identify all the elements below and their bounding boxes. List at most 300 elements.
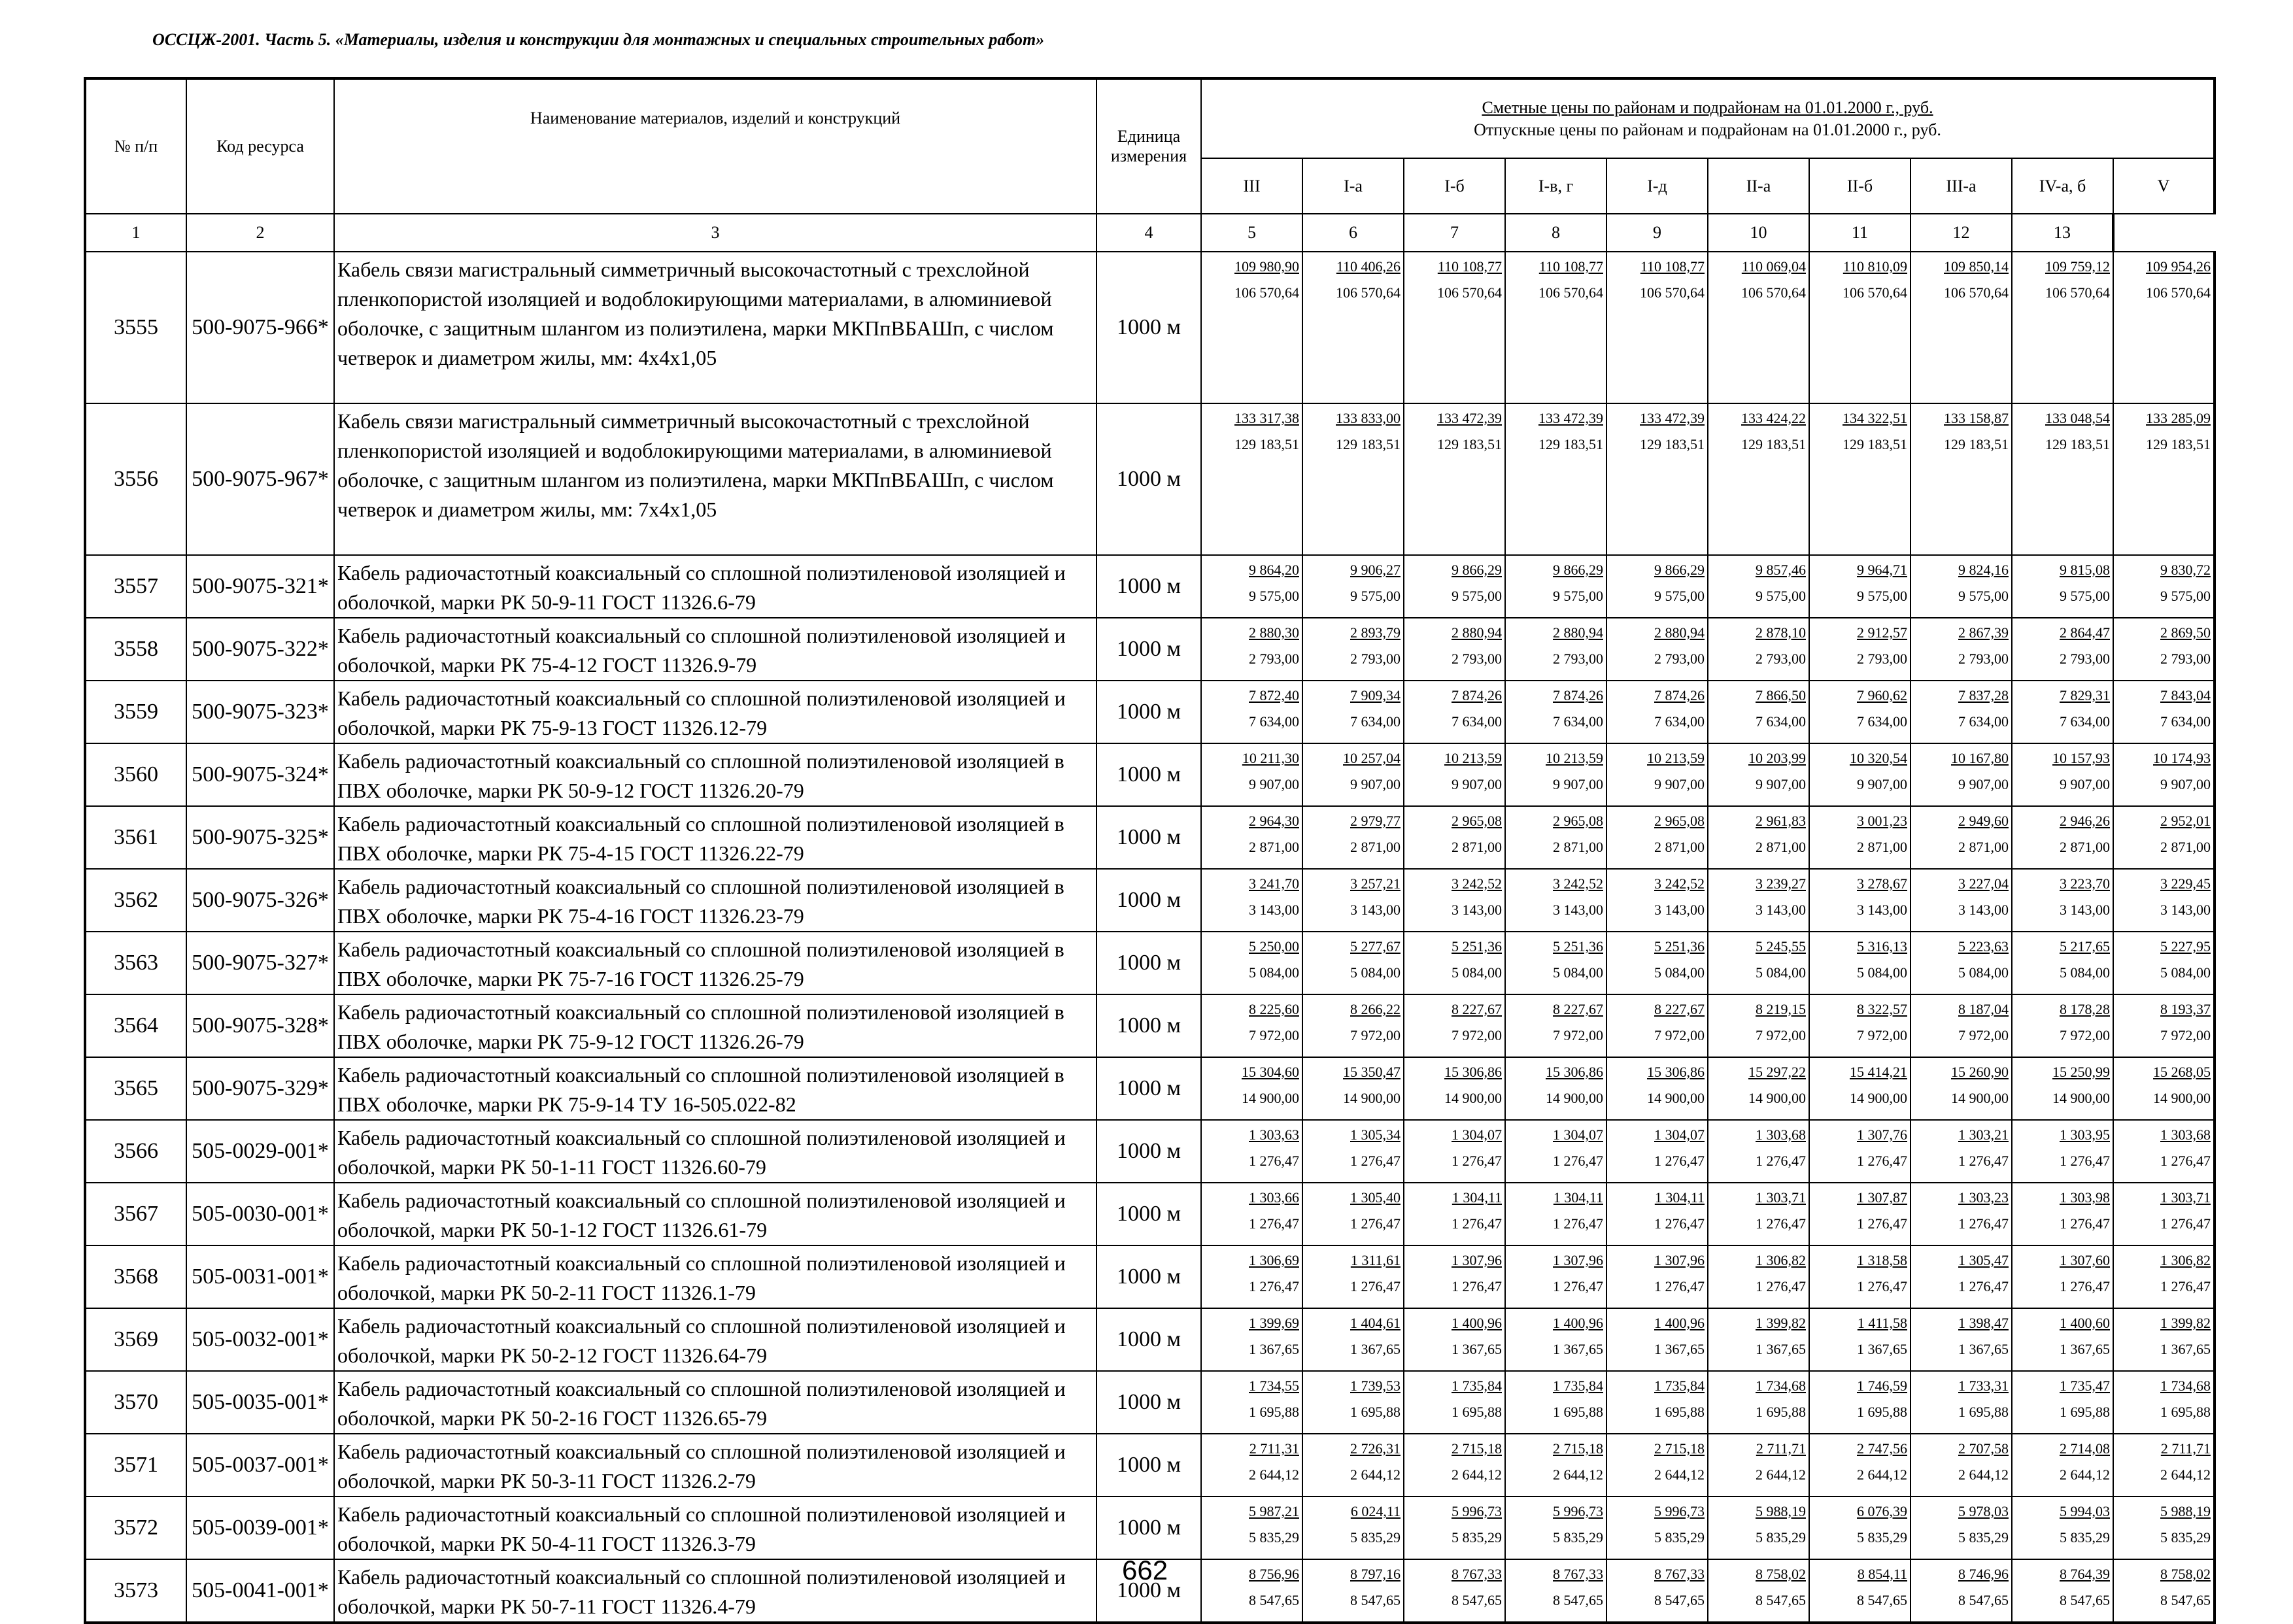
row-number: 3572	[85, 1497, 186, 1559]
price-cell	[2012, 1057, 2113, 1120]
price-cell	[1708, 806, 1809, 869]
material-name: Кабель радиочастотный коаксиальный со сплошной полиэтиленовой изоляцией и оболочкой, марки РК 50-2-12 ГОСТ 11326.64-79	[334, 1308, 1096, 1371]
price-cell	[2113, 1308, 2215, 1371]
unit-of-measure: 1000 м	[1096, 743, 1201, 806]
resource-code: 500-9075-321*	[186, 555, 334, 618]
price-cell	[1302, 1559, 1404, 1623]
unit-of-measure: 1000 м	[1096, 994, 1201, 1057]
release-price: 2 644,12	[1553, 1466, 1603, 1483]
price-cell	[1708, 403, 1809, 555]
price-cell	[1911, 1559, 2012, 1623]
estimate-price: 8 758,02	[1756, 1566, 1806, 1582]
column-number: 10	[1708, 214, 1809, 252]
estimate-price: 9 866,29	[1654, 562, 1705, 578]
price-cell	[2012, 1559, 2113, 1623]
price-cell	[1505, 1371, 1606, 1434]
material-name: Кабель радиочастотный коаксиальный со сплошной полиэтиленовой изоляцией в ПВХ оболочке, марки РК 75-4-16 ГОСТ 11326.23-79	[334, 869, 1096, 932]
estimate-price: 1 304,07	[1654, 1126, 1705, 1143]
price-cell	[1911, 1183, 2012, 1245]
price-cell	[1606, 806, 1708, 869]
release-price: 1 276,47	[1857, 1278, 1907, 1294]
estimate-price: 1 304,11	[1452, 1189, 1502, 1206]
release-price: 7 634,00	[1756, 713, 1806, 730]
price-cell	[1404, 618, 1505, 681]
price-cell	[1809, 252, 1911, 403]
estimate-price: 1 303,68	[1756, 1126, 1806, 1143]
price-cell	[2113, 1120, 2215, 1183]
estimate-price: 5 978,03	[1958, 1503, 2009, 1519]
price-cell	[1302, 555, 1404, 618]
release-price: 1 276,47	[2160, 1153, 2211, 1169]
price-cell	[1201, 1434, 1302, 1497]
estimate-price: 2 715,18	[1553, 1440, 1603, 1457]
release-price: 1 367,65	[1654, 1341, 1705, 1357]
estimate-price: 2 880,94	[1654, 624, 1705, 641]
price-cell	[1302, 743, 1404, 806]
price-cell	[1505, 1183, 1606, 1245]
unit-of-measure: 1000 м	[1096, 403, 1201, 555]
price-cell	[1505, 1434, 1606, 1497]
estimate-price: 1 734,68	[1756, 1378, 1806, 1394]
unit-of-measure: 1000 м	[1096, 1183, 1201, 1245]
estimate-price: 110 108,77	[1437, 258, 1502, 275]
estimate-price: 7 960,62	[1857, 687, 1907, 703]
release-price: 9 575,00	[1857, 588, 1907, 604]
estimate-price: 133 048,54	[2045, 410, 2110, 426]
resource-code: 500-9075-327*	[186, 932, 334, 994]
release-price: 129 183,51	[1336, 436, 1401, 452]
price-cell	[1606, 1183, 1708, 1245]
unit-of-measure: 1000 м	[1096, 806, 1201, 869]
price-cell	[1302, 252, 1404, 403]
price-cell	[2012, 1183, 2113, 1245]
release-price: 8 547,65	[1756, 1592, 1806, 1608]
estimate-price: 3 239,27	[1756, 875, 1806, 892]
price-cell	[1505, 743, 1606, 806]
estimate-price: 2 880,94	[1452, 624, 1502, 641]
table-row	[85, 681, 2215, 743]
material-name: Кабель радиочастотный коаксиальный со сплошной полиэтиленовой изоляцией в ПВХ оболочке, марки РК 75-7-16 ГОСТ 11326.25-79	[334, 932, 1096, 994]
price-cell	[1911, 1497, 2012, 1559]
release-price: 2 871,00	[1756, 839, 1806, 855]
unit-of-measure: 1000 м	[1096, 252, 1201, 403]
region-header: III	[1201, 158, 1302, 214]
region-header: II-б	[1809, 158, 1911, 214]
release-price: 2 871,00	[1249, 839, 1299, 855]
price-cell	[1404, 1308, 1505, 1371]
price-cell	[1505, 1120, 1606, 1183]
release-price: 2 871,00	[1654, 839, 1705, 855]
price-cell	[2113, 252, 2215, 403]
release-price: 3 143,00	[1350, 902, 1401, 918]
release-price: 1 367,65	[1553, 1341, 1603, 1357]
estimate-price: 5 251,36	[1452, 938, 1502, 955]
release-price: 7 634,00	[1857, 713, 1907, 730]
price-cell	[1708, 1120, 1809, 1183]
price-cell	[1606, 252, 1708, 403]
estimate-price: 8 767,33	[1553, 1566, 1603, 1582]
release-price: 7 634,00	[1553, 713, 1603, 730]
estimate-price: 1 399,69	[1249, 1315, 1299, 1331]
estimate-price: 133 472,39	[1437, 410, 1502, 426]
estimate-price: 8 227,67	[1553, 1001, 1603, 1017]
release-price: 7 634,00	[1452, 713, 1502, 730]
estimate-price: 5 251,36	[1553, 938, 1603, 955]
price-cell	[1708, 869, 1809, 932]
estimate-price: 5 988,19	[1756, 1503, 1806, 1519]
release-price: 5 084,00	[1857, 964, 1907, 981]
release-price: 5 084,00	[2060, 964, 2110, 981]
release-price: 129 183,51	[1234, 436, 1299, 452]
release-price: 2 793,00	[1452, 651, 1502, 667]
release-price: 1 276,47	[2060, 1153, 2110, 1169]
estimate-price: 2 965,08	[1654, 813, 1705, 829]
material-name: Кабель радиочастотный коаксиальный со сплошной полиэтиленовой изоляцией и оболочкой, марки РК 50-3-11 ГОСТ 11326.2-79	[334, 1434, 1096, 1497]
price-cell	[1404, 1434, 1505, 1497]
release-price: 8 547,65	[1350, 1592, 1401, 1608]
price-cell	[1911, 869, 2012, 932]
estimate-price: 15 414,21	[1850, 1064, 1907, 1080]
release-price: 1 695,88	[1654, 1404, 1705, 1420]
table-row	[85, 743, 2215, 806]
estimate-price: 1 307,96	[1654, 1252, 1705, 1268]
price-table	[84, 77, 2216, 1624]
estimate-price: 1 400,60	[2060, 1315, 2110, 1331]
estimate-price: 5 223,63	[1958, 938, 2009, 955]
release-price: 8 547,65	[2060, 1592, 2110, 1608]
price-cell	[2012, 806, 2113, 869]
estimate-price: 1 399,82	[2160, 1315, 2211, 1331]
release-price: 129 183,51	[1640, 436, 1705, 452]
release-price: 9 907,00	[1553, 776, 1603, 792]
release-price: 1 276,47	[1350, 1215, 1401, 1232]
estimate-price: 2 880,94	[1553, 624, 1603, 641]
price-cell	[1404, 1057, 1505, 1120]
estimate-price: 1 735,84	[1452, 1378, 1502, 1394]
release-price: 8 547,65	[2160, 1592, 2211, 1608]
estimate-price: 3 001,23	[1857, 813, 1907, 829]
estimate-price: 9 824,16	[1958, 562, 2009, 578]
estimate-price: 10 213,59	[1546, 750, 1603, 766]
price-cell	[1302, 932, 1404, 994]
estimate-price: 109 759,12	[2045, 258, 2110, 275]
release-price: 2 793,00	[1350, 651, 1401, 667]
estimate-price: 7 874,26	[1452, 687, 1502, 703]
price-cell	[1911, 1434, 2012, 1497]
price-cell	[1708, 1245, 1809, 1308]
release-price: 7 972,00	[1350, 1027, 1401, 1043]
release-price: 3 143,00	[1249, 902, 1299, 918]
release-price: 9 907,00	[1756, 776, 1806, 792]
row-number: 3560	[85, 743, 186, 806]
price-cell	[2113, 1559, 2215, 1623]
release-price: 7 972,00	[1452, 1027, 1502, 1043]
price-cell	[1606, 869, 1708, 932]
release-price: 14 900,00	[1242, 1090, 1299, 1106]
price-cell	[1911, 743, 2012, 806]
release-price: 2 793,00	[1857, 651, 1907, 667]
region-header: III-а	[1911, 158, 2012, 214]
row-number: 3566	[85, 1120, 186, 1183]
estimate-price: 8 764,39	[2060, 1566, 2110, 1582]
price-cell	[2113, 1057, 2215, 1120]
release-price: 129 183,51	[1538, 436, 1603, 452]
price-cell	[1201, 1559, 1302, 1623]
estimate-price: 10 211,30	[1242, 750, 1299, 766]
column-number: 6	[1302, 214, 1404, 252]
estimate-price: 133 158,87	[1944, 410, 2009, 426]
release-price: 1 695,88	[2060, 1404, 2110, 1420]
price-cell	[2012, 1497, 2113, 1559]
estimate-price: 133 833,00	[1336, 410, 1401, 426]
price-cell	[1201, 743, 1302, 806]
price-cell	[1404, 1497, 1505, 1559]
estimate-price: 9 864,20	[1249, 562, 1299, 578]
release-price: 7 972,00	[1249, 1027, 1299, 1043]
release-price: 5 835,29	[2060, 1529, 2110, 1546]
release-price: 9 575,00	[1452, 588, 1502, 604]
estimate-price: 7 909,34	[1350, 687, 1401, 703]
price-cell	[1606, 1057, 1708, 1120]
region-header: I-а	[1302, 158, 1404, 214]
release-price: 9 575,00	[1654, 588, 1705, 604]
estimate-price: 1 303,63	[1249, 1126, 1299, 1143]
estimate-price: 1 404,61	[1350, 1315, 1401, 1331]
estimate-price: 1 303,71	[2160, 1189, 2211, 1206]
estimate-price: 15 306,86	[1647, 1064, 1705, 1080]
price-cell	[2012, 681, 2113, 743]
release-price: 9 907,00	[1857, 776, 1907, 792]
estimate-price: 8 756,96	[1249, 1566, 1299, 1582]
release-price: 14 900,00	[2052, 1090, 2110, 1106]
price-cell	[1201, 252, 1302, 403]
price-cell	[1606, 1434, 1708, 1497]
price-cell	[1606, 932, 1708, 994]
estimate-price: 3 229,45	[2160, 875, 2211, 892]
price-cell	[1302, 1183, 1404, 1245]
release-price: 2 644,12	[1249, 1466, 1299, 1483]
price-cell	[1302, 1120, 1404, 1183]
price-cell	[2113, 994, 2215, 1057]
release-price: 7 972,00	[1756, 1027, 1806, 1043]
release-price: 2 871,00	[2060, 839, 2110, 855]
release-price: 14 900,00	[2153, 1090, 2211, 1106]
price-cell	[1302, 869, 1404, 932]
release-price: 5 835,29	[1452, 1529, 1502, 1546]
estimate-price: 2 867,39	[1958, 624, 2009, 641]
row-number: 3555	[85, 252, 186, 403]
resource-code: 505-0037-001*	[186, 1434, 334, 1497]
price-cell	[1302, 994, 1404, 1057]
release-price: 1 276,47	[1452, 1153, 1502, 1169]
estimate-price: 8 767,33	[1654, 1566, 1705, 1582]
release-price: 9 575,00	[1350, 588, 1401, 604]
unit-of-measure: 1000 м	[1096, 1559, 1201, 1623]
table-row	[85, 555, 2215, 618]
price-cell	[1201, 1245, 1302, 1308]
table-row	[85, 1497, 2215, 1559]
release-price: 1 367,65	[1249, 1341, 1299, 1357]
price-cell	[2113, 1434, 2215, 1497]
release-price: 2 793,00	[1756, 651, 1806, 667]
estimate-price: 9 866,29	[1553, 562, 1603, 578]
estimate-price: 1 398,47	[1958, 1315, 2009, 1331]
release-price: 1 276,47	[2060, 1215, 2110, 1232]
estimate-price: 8 227,67	[1654, 1001, 1705, 1017]
price-cell	[1708, 994, 1809, 1057]
price-cell	[2113, 555, 2215, 618]
release-price: 14 900,00	[1546, 1090, 1603, 1106]
release-price: 8 547,65	[1958, 1592, 2009, 1608]
price-cell	[1201, 994, 1302, 1057]
release-price: 1 276,47	[1756, 1153, 1806, 1169]
col-header-name: Наименование материалов, изделий и конструкций	[334, 78, 1096, 214]
release-price: 1 276,47	[2060, 1278, 2110, 1294]
unit-of-measure: 1000 м	[1096, 869, 1201, 932]
estimate-price: 2 893,79	[1350, 624, 1401, 641]
estimate-price: 133 424,22	[1741, 410, 1806, 426]
region-header: I-д	[1606, 158, 1708, 214]
row-number: 3569	[85, 1308, 186, 1371]
price-cell	[1606, 1308, 1708, 1371]
estimate-price: 1 304,07	[1553, 1126, 1603, 1143]
price-cell	[1404, 1559, 1505, 1623]
release-price: 129 183,51	[2045, 436, 2110, 452]
price-cell	[2113, 932, 2215, 994]
estimate-price: 110 810,09	[1843, 258, 1907, 275]
release-price: 1 276,47	[1958, 1278, 2009, 1294]
resource-code: 505-0029-001*	[186, 1120, 334, 1183]
release-price: 9 907,00	[2060, 776, 2110, 792]
release-price: 3 143,00	[1452, 902, 1502, 918]
release-price: 1 276,47	[1756, 1215, 1806, 1232]
estimate-price: 1 305,34	[1350, 1126, 1401, 1143]
estimate-price: 1 307,87	[1857, 1189, 1907, 1206]
release-price: 5 084,00	[1654, 964, 1705, 981]
release-price: 1 276,47	[1249, 1153, 1299, 1169]
release-price: 2 871,00	[1553, 839, 1603, 855]
material-name: Кабель радиочастотный коаксиальный со сплошной полиэтиленовой изоляцией и оболочкой, марки РК 50-2-16 ГОСТ 11326.65-79	[334, 1371, 1096, 1434]
estimate-price: 1 307,96	[1452, 1252, 1502, 1268]
release-price: 5 835,29	[1756, 1529, 1806, 1546]
estimate-price: 5 996,73	[1553, 1503, 1603, 1519]
price-cell	[1404, 994, 1505, 1057]
release-price: 7 972,00	[1553, 1027, 1603, 1043]
row-number: 3562	[85, 869, 186, 932]
estimate-price: 1 400,96	[1654, 1315, 1705, 1331]
release-price: 7 634,00	[2160, 713, 2211, 730]
estimate-price: 15 260,90	[1951, 1064, 2009, 1080]
resource-code: 505-0039-001*	[186, 1497, 334, 1559]
release-price: 2 644,12	[1350, 1466, 1401, 1483]
price-cell	[1404, 681, 1505, 743]
region-header: IV-а, б	[2012, 158, 2113, 214]
release-price: 106 570,64	[1336, 284, 1401, 301]
column-number-row	[85, 214, 2215, 252]
unit-of-measure: 1000 м	[1096, 1497, 1201, 1559]
release-price: 1 276,47	[1350, 1153, 1401, 1169]
estimate-price: 3 242,52	[1654, 875, 1705, 892]
column-number: 1	[85, 214, 186, 252]
material-name: Кабель радиочастотный коаксиальный со сплошной полиэтиленовой изоляцией и оболочкой, марки РК 75-4-12 ГОСТ 11326.9-79	[334, 618, 1096, 681]
price-cell	[2113, 618, 2215, 681]
price-cell	[1302, 1371, 1404, 1434]
estimate-price: 2 711,71	[1756, 1440, 1806, 1457]
price-cell	[1505, 869, 1606, 932]
estimate-price: 2 869,50	[2160, 624, 2211, 641]
table-row	[85, 1434, 2215, 1497]
price-cell	[1606, 1497, 1708, 1559]
price-cell	[1708, 1497, 1809, 1559]
price-table-wrapper	[84, 77, 2213, 1624]
estimate-price: 6 024,11	[1350, 1503, 1401, 1519]
release-price: 9 575,00	[1756, 588, 1806, 604]
estimate-price: 8 193,37	[2160, 1001, 2211, 1017]
resource-code: 505-0031-001*	[186, 1245, 334, 1308]
estimate-price: 8 227,67	[1452, 1001, 1502, 1017]
price-cell	[1606, 1371, 1708, 1434]
price-cell	[1911, 1371, 2012, 1434]
price-cell	[2113, 681, 2215, 743]
estimate-price: 2 726,31	[1350, 1440, 1401, 1457]
estimate-price: 1 733,31	[1958, 1378, 2009, 1394]
estimate-price: 5 994,03	[2060, 1503, 2110, 1519]
price-cell	[1302, 1434, 1404, 1497]
price-cell	[1505, 932, 1606, 994]
price-cell	[1809, 932, 1911, 994]
estimate-price: 1 304,11	[1654, 1189, 1705, 1206]
estimate-price: 1 735,84	[1654, 1378, 1705, 1394]
price-cell	[1201, 681, 1302, 743]
release-price: 8 547,65	[1249, 1592, 1299, 1608]
resource-code: 500-9075-329*	[186, 1057, 334, 1120]
estimate-price: 5 316,13	[1857, 938, 1907, 955]
estimate-price: 5 996,73	[1452, 1503, 1502, 1519]
estimate-price: 2 864,47	[2060, 624, 2110, 641]
release-price: 106 570,64	[1538, 284, 1603, 301]
price-cell	[1708, 1559, 1809, 1623]
price-cell	[1404, 869, 1505, 932]
price-cell	[1809, 1371, 1911, 1434]
price-cell	[2012, 403, 2113, 555]
release-price: 3 143,00	[1756, 902, 1806, 918]
price-cell	[1404, 252, 1505, 403]
release-price: 2 644,12	[1654, 1466, 1705, 1483]
estimate-price: 8 219,15	[1756, 1001, 1806, 1017]
release-price: 7 634,00	[2060, 713, 2110, 730]
price-cell	[2012, 1120, 2113, 1183]
table-row	[85, 869, 2215, 932]
estimate-price: 133 472,39	[1640, 410, 1705, 426]
column-number: 8	[1505, 214, 1606, 252]
price-cell	[1505, 681, 1606, 743]
price-cell	[1708, 555, 1809, 618]
release-price: 5 084,00	[1756, 964, 1806, 981]
release-price: 2 644,12	[1756, 1466, 1806, 1483]
price-cell	[2113, 806, 2215, 869]
price-cell	[1606, 1559, 1708, 1623]
release-price: 1 367,65	[2160, 1341, 2211, 1357]
release-price: 14 900,00	[1647, 1090, 1705, 1106]
release-price: 5 835,29	[1249, 1529, 1299, 1546]
estimate-price: 5 227,95	[2160, 938, 2211, 955]
price-cell	[2012, 932, 2113, 994]
price-cell	[1911, 932, 2012, 994]
unit-of-measure: 1000 м	[1096, 1371, 1201, 1434]
price-cell	[1911, 681, 2012, 743]
release-price: 14 900,00	[1748, 1090, 1806, 1106]
release-price: 1 276,47	[1654, 1215, 1705, 1232]
